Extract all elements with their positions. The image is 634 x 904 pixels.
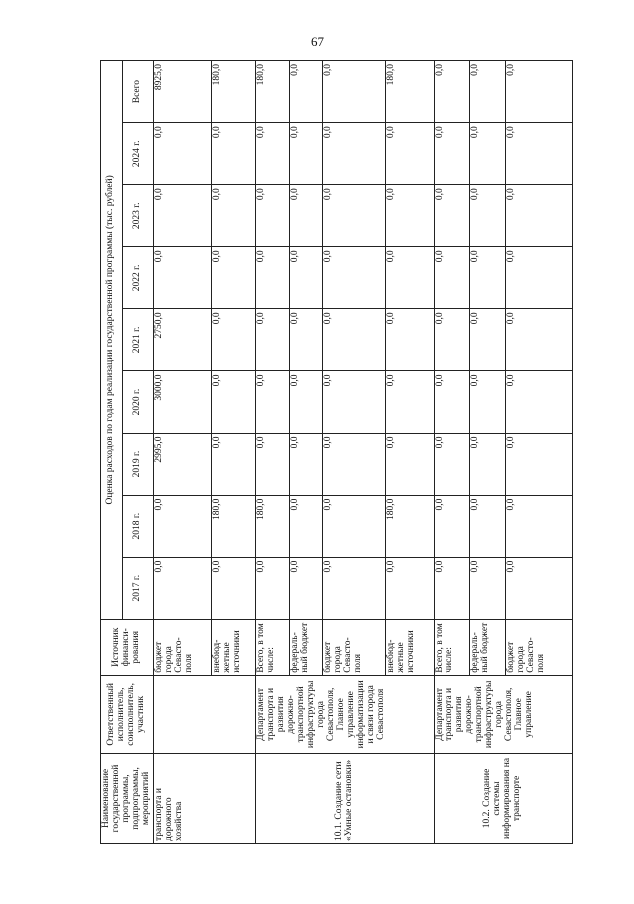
value-cell: 0,0	[505, 557, 572, 619]
value-cell: 0,0	[386, 123, 434, 185]
value-cell: 0,0	[434, 309, 470, 371]
header-year: 2022 г.	[122, 247, 153, 309]
value-cell: 0,0	[323, 433, 386, 495]
value-cell: 0,0	[505, 123, 572, 185]
table-row	[255, 61, 289, 844]
value-cell: 0,0	[434, 185, 470, 247]
value-cell: 0,0	[255, 185, 289, 247]
table-row	[153, 61, 211, 844]
value-cell: 0,0	[386, 557, 434, 619]
value-cell: 0,0	[323, 495, 386, 557]
value-cell: 0,0	[211, 185, 255, 247]
total-cell: 0,0	[505, 61, 572, 123]
header-year: 2018 г.	[122, 495, 153, 557]
value-cell: 0,0	[323, 557, 386, 619]
value-cell: 0,0	[153, 495, 211, 557]
value-cell: 0,0	[255, 309, 289, 371]
value-cell: 0,0	[505, 309, 572, 371]
source-cell: бюджет города Севасто-поля	[323, 619, 386, 675]
value-cell: 0,0	[434, 433, 470, 495]
value-cell: 0,0	[153, 185, 211, 247]
value-cell: 0,0	[470, 309, 506, 371]
source-cell: федераль-ный бюджет	[289, 619, 323, 675]
value-cell: 0,0	[289, 557, 323, 619]
responsible-cell: Департамент транспорта и развития дорожно-транспортной инфраструктуры города Севастополя, Главное управление	[434, 675, 572, 753]
value-cell: 0,0	[470, 247, 506, 309]
value-cell: 0,0	[505, 495, 572, 557]
total-cell: 0,0	[470, 61, 506, 123]
value-cell: 0,0	[470, 557, 506, 619]
total-cell: 8925,0	[153, 61, 211, 123]
value-cell: 0,0	[211, 557, 255, 619]
total-cell: 180,0	[255, 61, 289, 123]
value-cell: 0,0	[211, 123, 255, 185]
header-source: Источник финанси-рования	[101, 619, 154, 675]
value-cell: 0,0	[323, 309, 386, 371]
table-row	[434, 61, 470, 844]
value-cell: 180,0	[386, 495, 434, 557]
program-name-cell: 10.1. Создание сети «Умные остановки»	[255, 753, 434, 843]
value-cell: 0,0	[470, 123, 506, 185]
rotated-table-container	[100, 60, 564, 844]
header-year: 2023 г.	[122, 185, 153, 247]
program-name-cell: транспорта и дорожного хозяйства	[153, 753, 255, 843]
value-cell: 0,0	[289, 433, 323, 495]
value-cell: 0,0	[255, 247, 289, 309]
responsible-cell	[153, 675, 255, 753]
source-cell: федераль-ный бюджет	[470, 619, 506, 675]
header-year: 2021 г.	[122, 309, 153, 371]
value-cell: 180,0	[211, 495, 255, 557]
value-cell: 0,0	[470, 433, 506, 495]
value-cell: 0,0	[470, 371, 506, 433]
value-cell: 0,0	[153, 123, 211, 185]
value-cell: 180,0	[255, 495, 289, 557]
value-cell: 0,0	[153, 557, 211, 619]
value-cell: 0,0	[255, 123, 289, 185]
header-responsible: Ответственный исполнитель, соисполнитель, участник	[101, 675, 154, 753]
value-cell: 0,0	[289, 495, 323, 557]
value-cell: 0,0	[289, 309, 323, 371]
header-estimate: Оценка расходов по годам реализации государственной программы (тыс. рублей)	[101, 61, 123, 620]
source-cell: бюджет города Севасто-поля	[505, 619, 572, 675]
value-cell: 0,0	[505, 247, 572, 309]
value-cell: 0,0	[255, 433, 289, 495]
value-cell: 2995,0	[153, 433, 211, 495]
value-cell: 0,0	[289, 123, 323, 185]
value-cell: 0,0	[211, 247, 255, 309]
header-year: 2024 г.	[122, 123, 153, 185]
value-cell: 0,0	[386, 185, 434, 247]
value-cell: 0,0	[211, 371, 255, 433]
header-year: 2019 г.	[122, 433, 153, 495]
value-cell: 3000,0	[153, 371, 211, 433]
value-cell: 0,0	[470, 185, 506, 247]
value-cell: 0,0	[505, 371, 572, 433]
source-cell: бюджет города Севасто-поля	[153, 619, 211, 675]
value-cell: 0,0	[434, 557, 470, 619]
value-cell: 0,0	[323, 247, 386, 309]
value-cell: 0,0	[434, 495, 470, 557]
program-name-cell: 10.2. Создание системы информирования на транспорте	[434, 753, 572, 843]
value-cell: 0,0	[289, 371, 323, 433]
source-cell: Всего, в том числе:	[255, 619, 289, 675]
value-cell: 0,0	[153, 247, 211, 309]
value-cell: 0,0	[434, 123, 470, 185]
value-cell: 0,0	[434, 371, 470, 433]
value-cell: 0,0	[289, 185, 323, 247]
value-cell: 0,0	[323, 371, 386, 433]
value-cell: 0,0	[211, 309, 255, 371]
total-cell: 0,0	[323, 61, 386, 123]
source-cell: внебюд-жетные источники	[211, 619, 255, 675]
source-cell: Всего, в том числе:	[434, 619, 470, 675]
expenditure-table	[100, 60, 573, 844]
responsible-cell: Департамент транспорта и развития дорожно-транспортной инфраструктуры города Севастополя, Главное управление информатизации и связи города Севастополя	[255, 675, 434, 753]
value-cell: 0,0	[211, 433, 255, 495]
header-total: Всего	[122, 61, 153, 123]
value-cell: 2750,0	[153, 309, 211, 371]
value-cell: 0,0	[386, 371, 434, 433]
value-cell: 0,0	[386, 309, 434, 371]
total-cell: 0,0	[434, 61, 470, 123]
total-cell: 180,0	[386, 61, 434, 123]
value-cell: 0,0	[323, 185, 386, 247]
value-cell: 0,0	[505, 185, 572, 247]
value-cell: 0,0	[470, 495, 506, 557]
value-cell: 0,0	[434, 247, 470, 309]
header-name: Наименование государственной программы, подпрограммы, мероприятий	[101, 753, 154, 843]
total-cell: 0,0	[289, 61, 323, 123]
value-cell: 0,0	[255, 371, 289, 433]
source-cell: внебюд-жетные источники	[386, 619, 434, 675]
value-cell: 0,0	[289, 247, 323, 309]
value-cell: 0,0	[323, 123, 386, 185]
value-cell: 0,0	[386, 247, 434, 309]
value-cell: 0,0	[386, 433, 434, 495]
header-year: 2020 г.	[122, 371, 153, 433]
page-number: 67	[311, 34, 324, 49]
value-cell: 0,0	[505, 433, 572, 495]
header-year: 2017 г.	[122, 557, 153, 619]
total-cell: 180,0	[211, 61, 255, 123]
value-cell: 0,0	[255, 557, 289, 619]
